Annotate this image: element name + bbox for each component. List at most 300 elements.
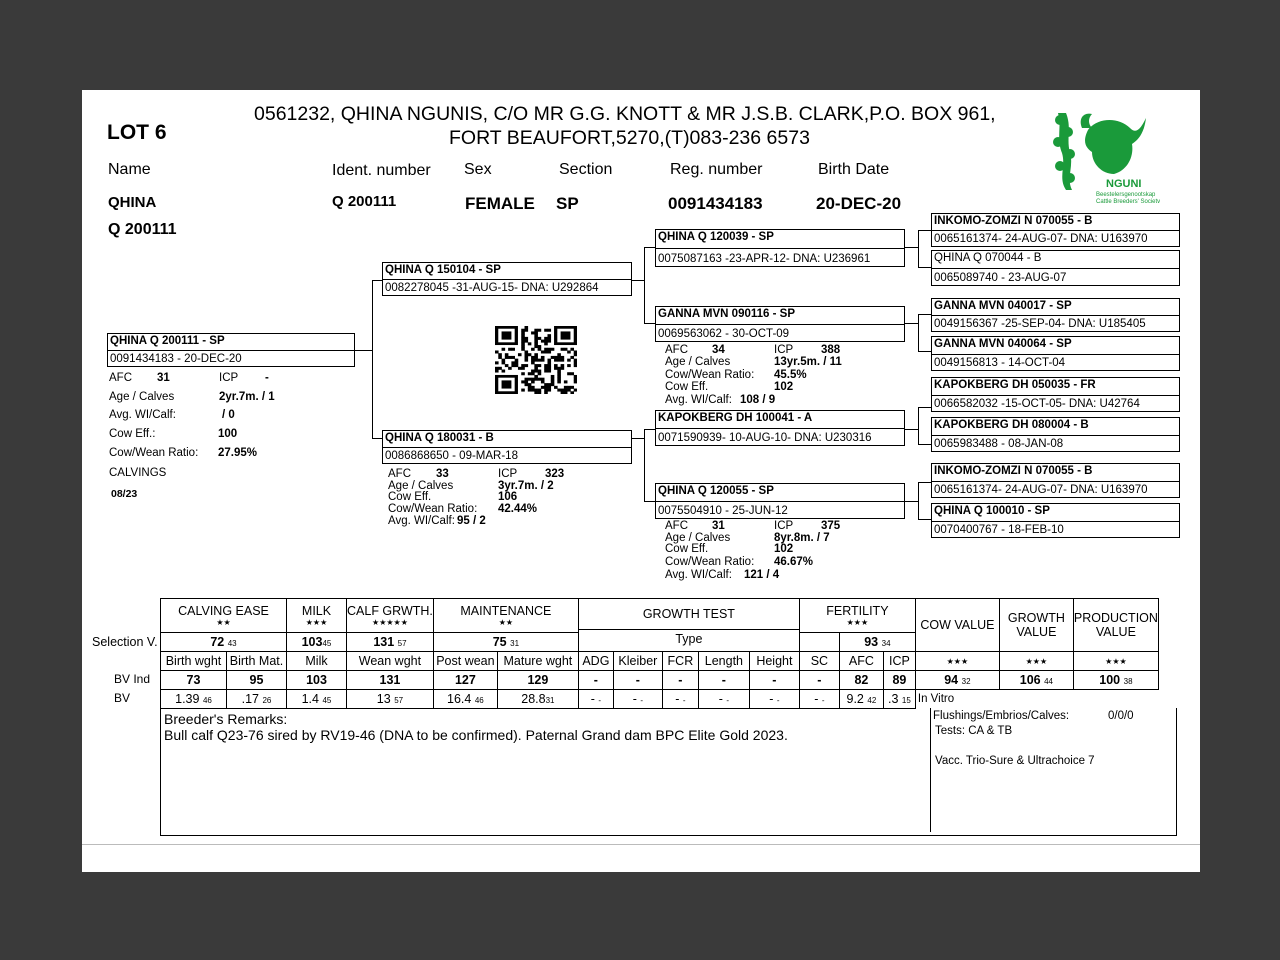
ggp-id: QHINA Q 100010 - SP (934, 505, 1050, 517)
qr-module (544, 364, 548, 367)
qr-module (544, 340, 548, 343)
bvind-cell: 127 (433, 671, 497, 690)
label-birth: Birth Date (818, 161, 890, 178)
subject-ratio: 27.95% (218, 447, 258, 459)
label-name: Name (108, 161, 151, 178)
connector (644, 247, 645, 323)
bv-cell (287, 690, 347, 709)
bv-value: - (675, 692, 680, 706)
subject-ratio-label: Cow/Wean Ratio: (109, 447, 199, 459)
dam-sire-id: KAPOKBERG DH 100041 - A (658, 412, 813, 424)
qr-module (547, 386, 551, 389)
connector (903, 429, 918, 430)
dam-dam-icp: 375 (821, 520, 841, 532)
dam-dam-age-label: Age / Calves (665, 532, 731, 544)
sire-dam-wi: 108 / 9 (740, 394, 776, 406)
qr-module (511, 348, 515, 351)
dam-ratio: 42.44% (498, 503, 538, 515)
qr-module (502, 380, 512, 388)
growth-value-label: GROWTH VALUE (1007, 611, 1065, 639)
bv-acc: 42 (867, 696, 877, 705)
qr-module (511, 364, 515, 367)
dam-dam-reg: 0075504910 - 25-JUN-12 (658, 505, 788, 517)
qr-module (564, 391, 568, 394)
qr-module (521, 329, 525, 332)
qr-module (567, 364, 571, 367)
selection-fertility (839, 633, 915, 652)
sire-dam-wi-label: Avg. WI/Calf: (665, 394, 732, 406)
bv-value: - (718, 692, 723, 706)
connector (631, 438, 644, 439)
growth-value-number: 106 (1019, 673, 1041, 687)
growth-value-stars: ★★★ (999, 652, 1073, 671)
qr-module (541, 378, 545, 381)
group-cow-value (915, 599, 999, 652)
qr-module (574, 389, 577, 392)
connector (631, 280, 644, 281)
owner-line-2: FORT BEAUFORT,5270,(T)083-236 6573 (449, 127, 810, 149)
qr-module (554, 364, 558, 367)
dam-dam-ratio-label: Cow/Wean Ratio: (665, 556, 755, 568)
dam-dam-age: 8yr.8m. / 7 (774, 532, 830, 544)
ggp-id: INKOMO-ZOMZI N 070055 - B (934, 465, 1093, 477)
qr-module (564, 348, 568, 351)
qr-module (531, 378, 535, 381)
selection-milk (287, 633, 347, 652)
qr-module (557, 378, 561, 381)
bv-cell (613, 690, 662, 709)
divider (932, 481, 1179, 482)
cow-value-stars: ★★★ (915, 652, 999, 671)
qr-module (521, 367, 525, 370)
ggp-box (931, 250, 1180, 286)
connector (918, 407, 919, 444)
bv-cell (799, 690, 839, 709)
pedigree-sheet (82, 90, 1200, 872)
qr-module (557, 359, 561, 362)
qr-module (541, 350, 545, 353)
qr-module (561, 391, 565, 394)
qr-module (534, 331, 538, 334)
selection-fertility-acc: 34 (881, 639, 891, 648)
qr-module (525, 359, 529, 362)
qr-module (564, 386, 568, 389)
animal-name-2: Q 200111 (108, 221, 177, 238)
qr-module (538, 345, 542, 348)
qr-module (534, 353, 538, 356)
lot-number: LOT 6 (107, 121, 167, 144)
bv-cell (227, 690, 287, 709)
qr-module (534, 367, 538, 370)
nguni-logo-icon (1048, 108, 1160, 203)
qr-module (521, 348, 525, 351)
bvind-cell: 73 (161, 671, 227, 690)
qr-module (534, 337, 538, 340)
qr-module (544, 350, 548, 353)
qr-module (525, 326, 529, 329)
qr-module (521, 364, 525, 367)
divider (656, 324, 904, 325)
qr-module (561, 367, 565, 370)
selection-calving-ease (161, 633, 287, 652)
col-birth-mat: Birth Mat. (227, 652, 287, 671)
qr-module (538, 337, 542, 340)
ggp-id: GANNA MVN 040017 - SP (934, 300, 1072, 312)
qr-module (547, 348, 551, 351)
bv-acc: - (776, 696, 780, 705)
sire-box (382, 262, 632, 296)
bv-acc: - (640, 696, 644, 705)
sire-dam-age-label: Age / Calves (665, 356, 731, 368)
sire-sire-reg: 0075087163 -23-APR-12- DNA: U236961 (658, 253, 871, 265)
ggp-id: KAPOKBERG DH 080004 - B (934, 419, 1089, 431)
qr-module (567, 386, 571, 389)
qr-module (518, 353, 522, 356)
group-fertility (799, 599, 915, 633)
qr-module (505, 356, 509, 359)
calf-growth-label: CALF GRWTH. (347, 604, 433, 618)
dam-dam-eff-label: Cow Eff. (665, 543, 709, 555)
animal-section: SP (556, 194, 579, 213)
qr-module (531, 370, 535, 373)
bv-value: 13 (376, 692, 391, 706)
in-vitro-label: In Vitro (915, 690, 1158, 709)
qr-module (564, 389, 568, 392)
selection-fertility-value: 93 (864, 635, 879, 649)
bv-acc: 45 (322, 696, 332, 705)
qr-module (538, 370, 542, 373)
dam-dam-wi: 121 / 4 (744, 569, 780, 581)
qr-module (541, 356, 545, 359)
qr-module (570, 386, 574, 389)
qr-module (521, 334, 525, 337)
qr-module (541, 386, 545, 389)
qr-module (547, 364, 551, 367)
qr-module (531, 359, 535, 362)
bv-acc: 46 (474, 696, 484, 705)
ggp-reg: 0049156367 -25-SEP-04- DNA: U185405 (934, 318, 1146, 330)
production-value-label: PRODUCTION VALUE (1073, 611, 1158, 639)
qr-module (551, 378, 555, 381)
sire-dam-eff: 102 (774, 381, 794, 393)
col-length: Length (698, 652, 749, 671)
qr-module (554, 359, 558, 362)
sire-dam-afc: 34 (712, 344, 725, 356)
qr-module (541, 359, 545, 362)
qr-module (495, 367, 499, 370)
selection-label: Selection V. (92, 635, 158, 649)
maintenance-label: MAINTENANCE (460, 604, 552, 618)
ggp-reg: 0065161374- 24-AUG-07- DNA: U163970 (934, 484, 1148, 496)
milk-stars: ★★★ (305, 618, 328, 627)
qr-module (541, 340, 545, 343)
qr-module (557, 389, 561, 392)
qr-module (564, 380, 568, 383)
qr-module (531, 389, 535, 392)
qr-module (547, 359, 551, 362)
qr-module (544, 391, 548, 394)
qr-module (521, 342, 525, 345)
connector (355, 350, 372, 351)
divider (932, 395, 1179, 396)
qr-module (544, 367, 548, 370)
qr-module (531, 348, 535, 351)
qr-module (521, 345, 525, 348)
bv-value: 1.4 (301, 692, 319, 706)
bv-value: - (632, 692, 637, 706)
qr-module (538, 378, 542, 381)
connector (903, 323, 918, 324)
bv-acc: 46 (202, 696, 212, 705)
logo-brand: NGUNI (1106, 178, 1142, 190)
qr-module (551, 375, 555, 378)
qr-module (521, 372, 525, 375)
qr-module (547, 370, 551, 373)
subject-icp-label: ICP (219, 372, 239, 384)
animal-reg: 0091434183 (668, 194, 763, 213)
cow-value-number: 94 (944, 673, 959, 687)
sire-dam-id: GANNA MVN 090116 - SP (658, 308, 795, 320)
qr-module (508, 367, 512, 370)
qr-module (538, 372, 542, 375)
qr-module (544, 370, 548, 373)
tests-note: Tests: CA & TB (935, 725, 1013, 737)
dam-ratio-label: Cow/Wean Ratio: (388, 503, 478, 515)
subject-box (107, 333, 355, 367)
dam-icp: 323 (545, 468, 565, 480)
subject-icp: - (265, 372, 269, 384)
connector (644, 429, 645, 501)
qr-module (561, 356, 565, 359)
qr-module (525, 356, 529, 359)
bv-cell (839, 690, 883, 709)
bv-cell (883, 690, 915, 709)
qr-module (508, 348, 512, 351)
sire-dam-age: 13yr.5m. / 11 (774, 356, 842, 368)
qr-module (538, 391, 542, 394)
bv-acc: - (726, 696, 730, 705)
bvind-cell: 89 (883, 671, 915, 690)
qr-module (538, 348, 542, 351)
bvind-cell: 82 (839, 671, 883, 690)
col-icp: ICP (883, 652, 915, 671)
dam-wi: 95 / 2 (457, 515, 486, 527)
connector (903, 247, 918, 248)
qr-module (551, 356, 555, 359)
qr-module (574, 350, 577, 353)
qr-module (557, 367, 561, 370)
qr-module (561, 348, 565, 351)
milk-label: MILK (301, 604, 332, 618)
qr-module (544, 389, 548, 392)
qr-module (521, 380, 525, 383)
dam-dam-id: QHINA Q 120055 - SP (658, 485, 774, 497)
bv-label: BV (114, 691, 131, 705)
qr-module (502, 348, 506, 351)
qr-module (538, 329, 542, 332)
growth-value-acc: 44 (1044, 677, 1054, 686)
col-fcr: FCR (662, 652, 698, 671)
bv-acc: 31 (545, 696, 555, 705)
dam-box (382, 430, 632, 464)
qr-module (534, 340, 538, 343)
qr-module (534, 378, 538, 381)
bvind-cell: - (799, 671, 839, 690)
bv-value: 9.2 (846, 692, 864, 706)
remarks-text: Bull calf Q23-76 sired by RV19-46 (DNA to be confirmed). Paternal Grand dam BPC Elite Gold 2023. (164, 727, 788, 743)
connector (918, 407, 931, 408)
bv-cell (161, 690, 227, 709)
qr-module (534, 389, 538, 392)
qr-module (554, 367, 558, 370)
cow-value (915, 671, 999, 690)
selection-sc-empty (799, 633, 839, 652)
qr-module (574, 361, 577, 364)
growth-value (999, 671, 1073, 690)
qr-module (531, 386, 535, 389)
qr-module (521, 337, 525, 340)
qr-module (515, 364, 519, 367)
bvind-cell: 131 (347, 671, 434, 690)
qr-module (570, 372, 574, 375)
remarks-label: Breeder's Remarks: (164, 711, 288, 727)
bvind-cell: - (698, 671, 749, 690)
dam-sire-reg: 0071590939- 10-AUG-10- DNA: U230316 (658, 432, 872, 444)
qr-module (502, 361, 506, 364)
ggp-box (931, 213, 1180, 247)
group-production-value (1073, 599, 1158, 652)
dam-reg: 0086868650 - 09-MAR-18 (385, 450, 518, 462)
performance-table (160, 598, 1159, 709)
subject-age-label: Age / Calves (109, 391, 175, 403)
qr-module (531, 361, 535, 364)
ggp-reg: 0066582032 -15-OCT-05- DNA: U42764 (934, 398, 1140, 410)
connector (372, 280, 373, 438)
dam-dam-box (655, 483, 905, 519)
qr-module (574, 378, 577, 381)
divider (932, 521, 1179, 522)
qr-module (534, 342, 538, 345)
divider (82, 844, 1200, 845)
qr-module (502, 370, 506, 373)
qr-module (525, 350, 529, 353)
type-label: Type (579, 629, 799, 646)
qr-module (547, 350, 551, 353)
qr-module (525, 340, 529, 343)
qr-module (531, 356, 535, 359)
qr-module (531, 331, 535, 334)
nguni-logo (1048, 108, 1160, 203)
bv-acc: - (682, 696, 686, 705)
bvind-cell: 129 (497, 671, 578, 690)
ggp-reg: 0070400767 - 18-FEB-10 (934, 524, 1064, 536)
maintenance-stars: ★★ (498, 618, 514, 627)
qr-module (557, 375, 561, 378)
qr-module (538, 389, 542, 392)
divider (656, 501, 904, 502)
divider (383, 279, 631, 280)
qr-module (511, 356, 515, 359)
divider (383, 447, 631, 448)
subject-wi: / 0 (222, 409, 235, 421)
ggp-box (931, 503, 1180, 538)
qr-module (505, 364, 509, 367)
ggp-box (931, 377, 1180, 412)
flushings-label: Flushings/Embrios/Calves: (933, 710, 1070, 722)
subject-afc-label: AFC (109, 372, 132, 384)
col-afc: AFC (839, 652, 883, 671)
animal-sex: FEMALE (465, 194, 535, 213)
connector (903, 501, 918, 502)
qr-module (525, 329, 529, 332)
qr-module (567, 389, 571, 392)
selection-calf-growth-acc: 57 (397, 639, 407, 648)
col-milk: Milk (287, 652, 347, 671)
bv-acc: 15 (901, 696, 911, 705)
production-value-acc: 38 (1123, 677, 1133, 686)
dam-dam-eff: 102 (774, 543, 794, 555)
qr-module (534, 375, 538, 378)
group-maintenance (433, 599, 578, 633)
qr-module (528, 353, 532, 356)
qr-module (534, 364, 538, 367)
qr-module (554, 386, 558, 389)
qr-module (502, 359, 506, 362)
sire-dam-eff-label: Cow Eff. (665, 381, 709, 393)
qr-module (505, 353, 509, 356)
ggp-reg: 0065161374- 24-AUG-07- DNA: U163970 (934, 233, 1148, 245)
ggp-box (931, 336, 1180, 371)
sire-dam-ratio-label: Cow/Wean Ratio: (665, 369, 755, 381)
selection-maintenance-acc: 31 (510, 639, 520, 648)
group-growth-value (999, 599, 1073, 652)
qr-module (574, 375, 577, 378)
qr-module (551, 380, 555, 383)
qr-module (528, 383, 532, 386)
sire-sire-box (655, 229, 905, 267)
qr-module (502, 331, 512, 339)
bv-value: .3 (887, 692, 899, 706)
sire-reg: 0082278045 -31-AUG-15- DNA: U292864 (385, 282, 599, 294)
production-value-number: 100 (1099, 673, 1121, 687)
ggp-box (931, 417, 1180, 452)
qr-module (570, 348, 574, 351)
qr-module (498, 356, 502, 359)
qr-module (521, 389, 525, 392)
bv-value: 28.8 (521, 692, 546, 706)
bv-value: - (769, 692, 774, 706)
qr-module (570, 356, 574, 359)
qr-module (551, 348, 555, 351)
qr-module (495, 370, 499, 373)
animal-birth: 20-DEC-20 (816, 194, 902, 213)
sire-dam-reg: 0069563062 - 30-OCT-09 (658, 328, 790, 340)
qr-module (518, 367, 522, 370)
dam-dam-icp-label: ICP (774, 520, 794, 532)
qr-module (544, 348, 548, 351)
growth-test-label: GROWTH TEST (642, 607, 735, 621)
logo-line1: Beestelersgenootskap (1096, 192, 1156, 198)
bv-acc: 57 (394, 696, 404, 705)
bv-cell (698, 690, 749, 709)
qr-module (574, 364, 577, 367)
qr-module (534, 391, 538, 394)
dam-dam-wi-label: Avg. WI/Calf: (665, 569, 732, 581)
dam-afc-label: AFC (388, 468, 411, 480)
dam-eff-label: Cow Eff. (388, 491, 432, 503)
qr-module (544, 342, 548, 345)
qr-module (534, 370, 538, 373)
